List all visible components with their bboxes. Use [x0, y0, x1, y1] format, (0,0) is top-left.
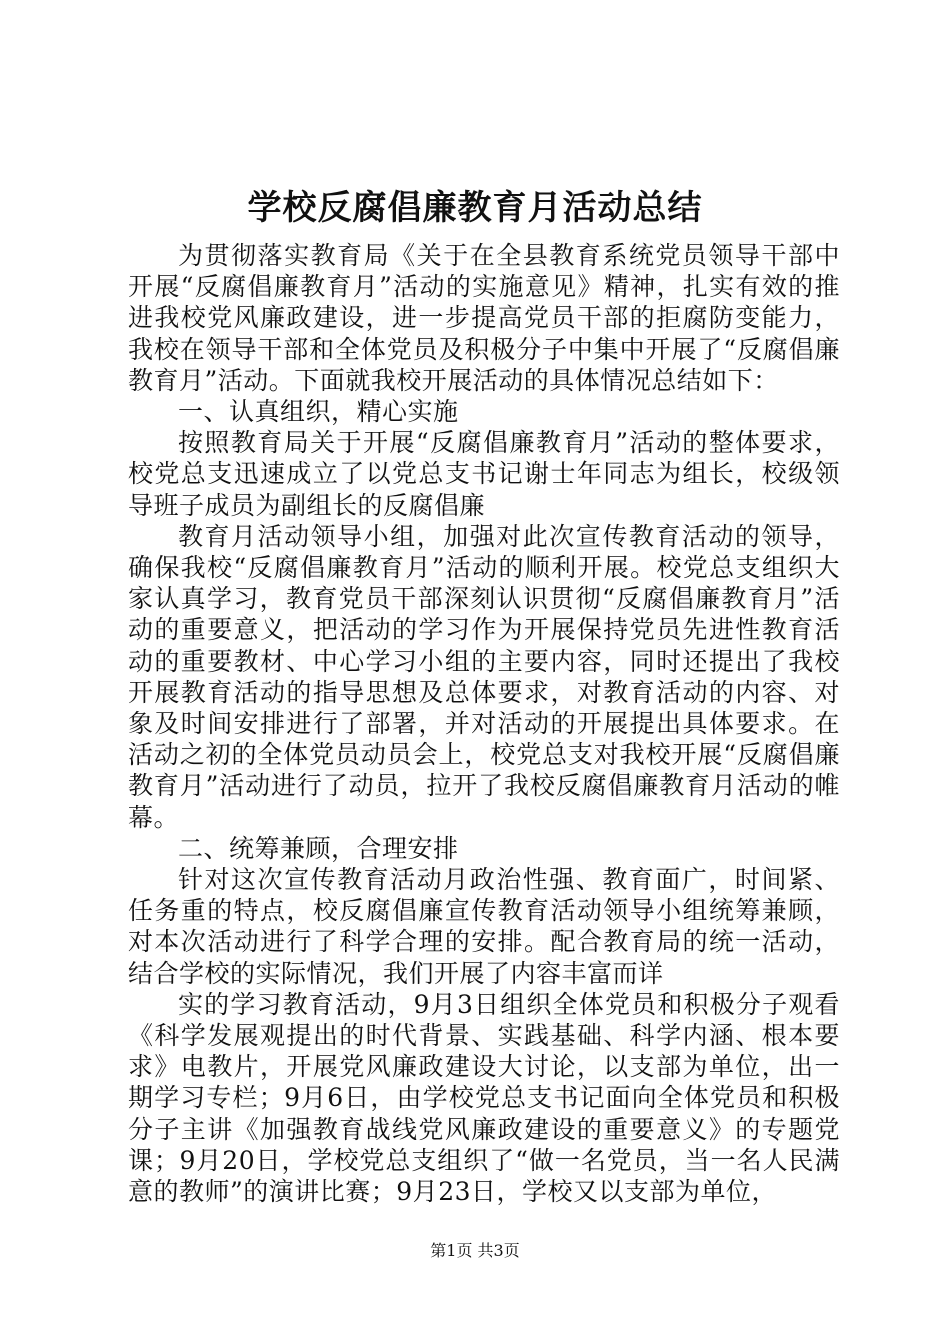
paragraph-leading-group: 教育月活动领导小组，加强对此次宣传教育活动的领导，确保我校“反腐倡廉教育月”活动的顺利开展。校党总支组织大家认真学习，教育党员干部深刻认识贯彻“反腐倡廉教育月”活动的重要意义，把活动的学习作为开展保持党员先进性教育活动的重要教材、中心学习小组的主要内容，同时还提出了我校开展教育活动的指导思想及总体要求，对教育活动的内容、对象及时间安排进行了部署，并对活动的开展提出具体要求。在活动之初的全体党员动员会上，校党总支对我校开展“反腐倡廉教育月”活动进行了动员，拉开了我校反腐倡廉教育月活动的帷幕。 — [128, 521, 840, 832]
page-footer: 第1页 共3页 — [430, 1241, 520, 1260]
section-heading-2: 二、统筹兼顾，合理安排 — [178, 833, 459, 863]
paragraph-arrangement: 针对这次宣传教育活动月政治性强、教育面广，时间紧、任务重的特点，校反腐倡廉宣传教育活动领导小组统筹兼顾，对本次活动进行了科学合理的安排。配合教育局的统一活动，结合学校的实际情况，我们开展了内容丰富而详 — [128, 865, 840, 988]
document-title: 学校反腐倡廉教育月活动总结 — [247, 188, 703, 228]
paragraph-activities: 实的学习教育活动，9月3日组织全体党员和积极分子观看《科学发展观提出的时代背景、实践基础、科学内涵、根本要求》电教片，开展党风廉政建设大讨论，以支部为单位，出一期学习专栏；9月6日，由学校党总支书记面向全体党员和积极分子主讲《加强教育战线党风廉政建设的重要意义》的专题党课；9月20日，学校党总支组织了“做一名党员，当一名人民满意的教师”的演讲比赛；9月23日，学校又以支部为单位， — [128, 989, 840, 1207]
paragraph-intro: 为贯彻落实教育局《关于在全县教育系统党员领导干部中开展“反腐倡廉教育月”活动的实施意见》精神，扎实有效的推进我校党风廉政建设，进一步提高党员干部的拒腐防变能力，我校在领导干部和全体党员及积极分子中集中开展了“反腐倡廉教育月”活动。下面就我校开展活动的具体情况总结如下： — [128, 241, 840, 395]
section-heading-1: 一、认真组织，精心实施 — [178, 397, 459, 427]
paragraph-organization: 按照教育局关于开展“反腐倡廉教育月”活动的整体要求，校党总支迅速成立了以党总支书记谢士年同志为组长，校级领导班子成员为副组长的反腐倡廉 — [128, 428, 840, 520]
document-body — [128, 240, 840, 1207]
